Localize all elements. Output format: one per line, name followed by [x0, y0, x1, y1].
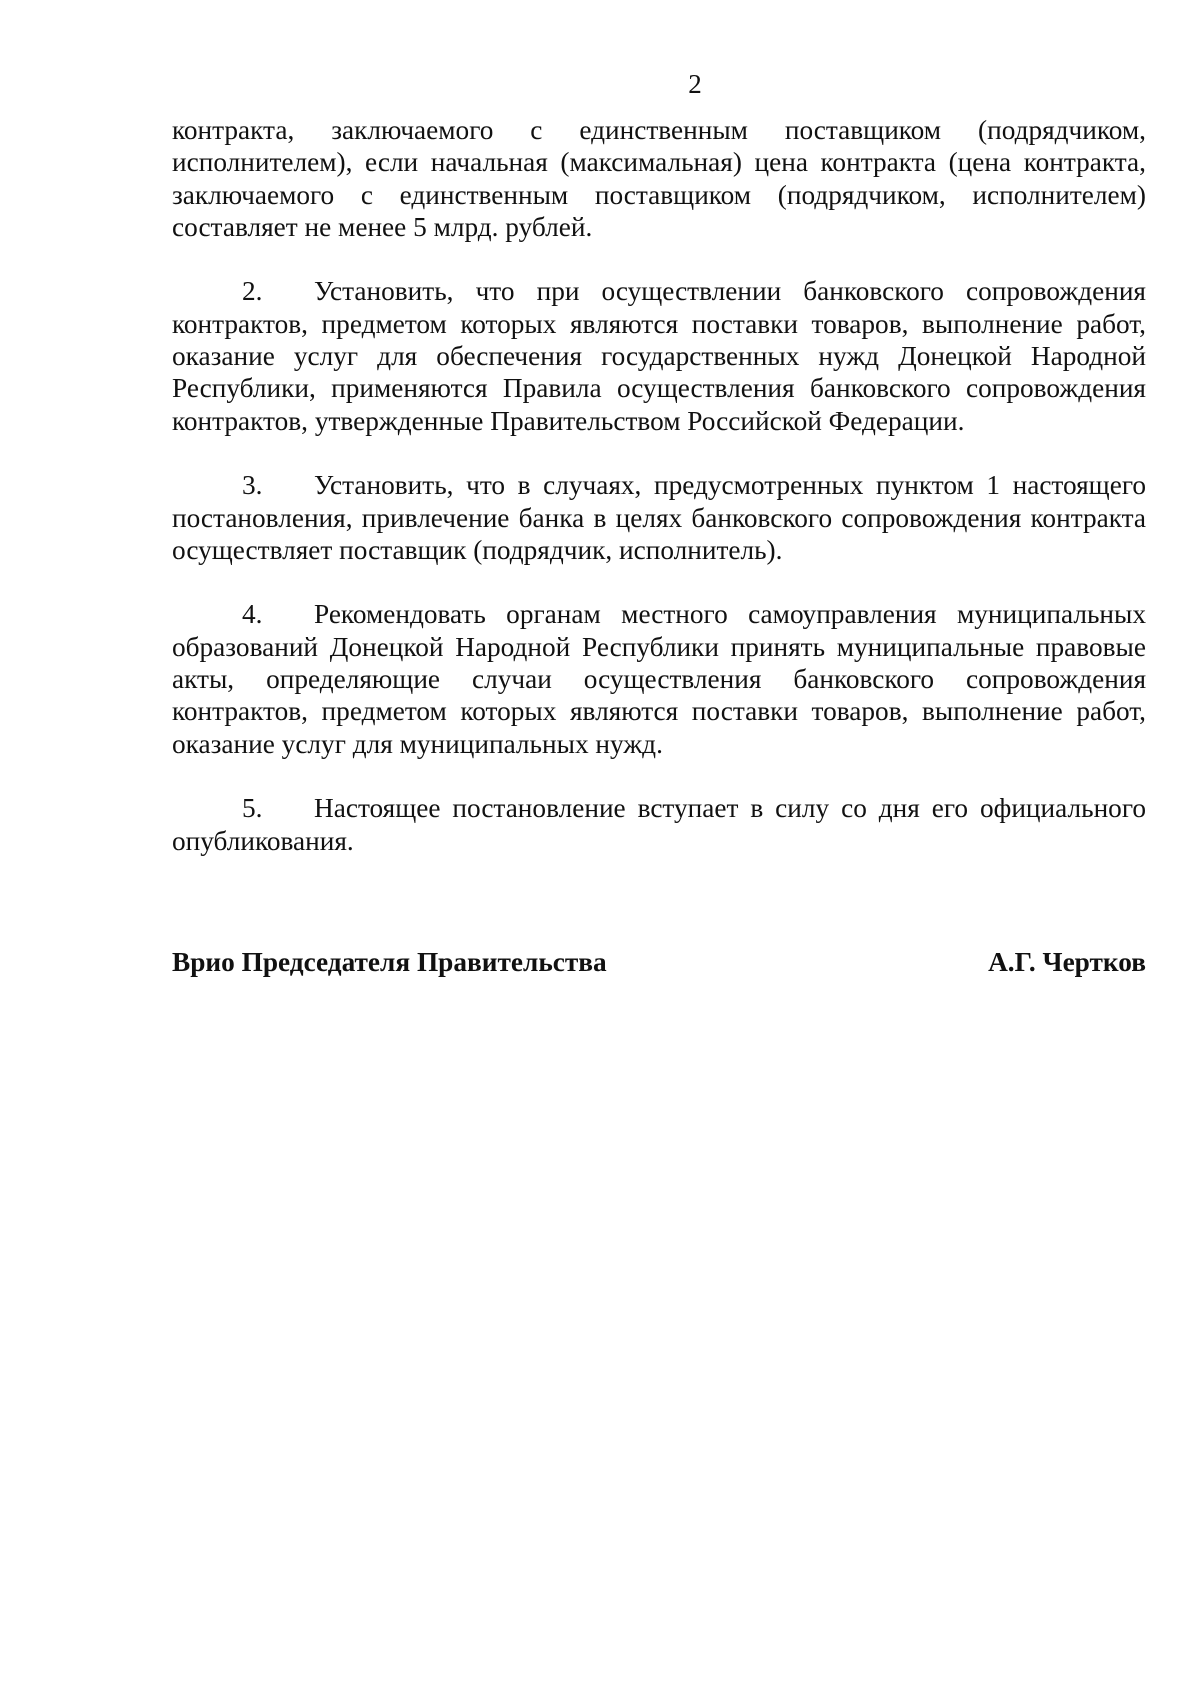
paragraph-5 — [172, 792, 1146, 857]
signatory-position: Врио Председателя Правительства — [172, 947, 607, 977]
signature-block — [172, 946, 1146, 978]
continuation-paragraph: контракта, заключаемого с единственным поставщиком (подрядчиком, исполнителем), если начальная (максимальная) цена контракта (цена контракта, заключаемого с единственным поставщиком (подрядчиком, исполнителем) составляет не менее 5 млрд. рублей. — [172, 115, 1146, 242]
paragraph-number: 3. — [242, 470, 263, 501]
paragraph-text: Настоящее постановление вступает в силу со дня его официального опубликования. — [172, 793, 1146, 856]
paragraph-4 — [172, 598, 1146, 759]
paragraph-number: 2. — [242, 276, 263, 307]
paragraph-text: Рекомендовать органам местного самоуправления муниципальных образований Донецкой Народной Республики принять муниципальные правовые акты, определяющие случаи осуществления банковского сопровождения контрактов, предметом которых являются поставки товаров, выполнение работ, оказание услуг для муниципальных нужд. — [172, 599, 1146, 759]
paragraph-number: 5. — [242, 793, 263, 824]
page-number: 2 — [688, 69, 702, 99]
paragraph-text: Установить, что при осуществлении банковского сопровождения контрактов, предметом которых являются поставки товаров, выполнение работ, оказание услуг для обеспечения государственных нужд Донецкой Народной Республики, применяются Правила осуществления банковского сопровождения контрактов, утвержденные Правительством Российской Федерации. — [172, 276, 1146, 436]
paragraph-2 — [172, 275, 1146, 436]
paragraph-text: Установить, что в случаях, предусмотренных пунктом 1 настоящего постановления, привлечение банка в целях банковского сопровождения контракта осуществляет поставщик (подрядчик, исполнитель). — [172, 470, 1146, 565]
signatory-name: А.Г. Чертков — [988, 947, 1146, 977]
paragraph-3 — [172, 469, 1146, 566]
paragraph-number: 4. — [242, 599, 263, 630]
document-body — [172, 114, 1146, 889]
